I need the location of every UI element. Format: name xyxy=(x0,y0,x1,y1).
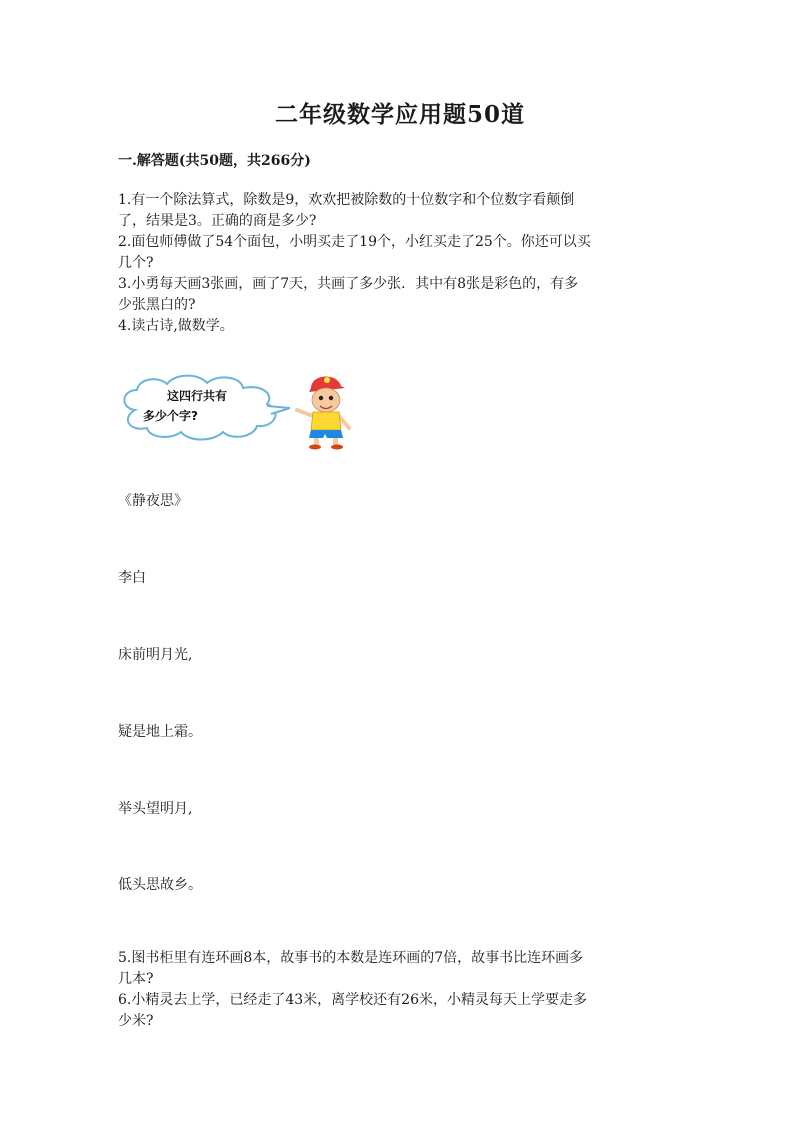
section-heading: 一.解答题(共50题，共266分) xyxy=(118,153,311,169)
speech-bubble-icon xyxy=(124,376,275,440)
poem-line-1: 床前明月光, xyxy=(118,647,193,663)
question-list-top xyxy=(118,190,678,337)
poem-title: 《静夜思》 xyxy=(118,493,188,509)
question-4-line-1: 4.读古诗,做数学。 xyxy=(118,318,234,334)
question-3-line-2: 少张黑白的? xyxy=(118,297,196,313)
cartoon-boy-icon xyxy=(297,376,349,449)
question-2-line-2: 几个? xyxy=(118,255,154,271)
poem-line-2: 疑是地上霜。 xyxy=(118,724,202,740)
speech-bubble-illustration xyxy=(115,370,365,450)
bubble-text-line-2: 多少个字? xyxy=(143,409,198,423)
question-1-line-1: 1.有一个除法算式，除数是9，欢欢把被除数的十位数字和个位数字看颠倒 xyxy=(118,192,575,208)
question-2-line-1: 2.面包师傅做了54个面包，小明买走了19个，小红买走了25个。你还可以买 xyxy=(118,234,591,250)
question-5-line-1: 5.图书柜里有连环画8本，故事书的本数是连环画的7倍，故事书比连环画多 xyxy=(118,950,584,966)
poem-author: 李白 xyxy=(118,570,146,586)
bubble-text-line-1: 这四行共有 xyxy=(167,389,228,403)
question-5-line-2: 几本? xyxy=(118,971,154,987)
question-3-line-1: 3.小勇每天画3张画，画了7天，共画了多少张．其中有8张是彩色的，有多 xyxy=(118,276,579,292)
poem-line-3: 举头望明月, xyxy=(118,801,193,817)
question-6-line-1: 6.小精灵去上学，已经走了43米，离学校还有26米，小精灵每天上学要走多 xyxy=(118,992,587,1008)
poem-line-4: 低头思故乡。 xyxy=(118,877,202,893)
page-title: 二年级数学应用题50道 xyxy=(274,101,525,128)
question-list-bottom xyxy=(118,948,678,1032)
question-6-line-2: 少米? xyxy=(118,1013,154,1029)
question-1-line-2: 了，结果是3。正确的商是多少? xyxy=(118,213,317,229)
